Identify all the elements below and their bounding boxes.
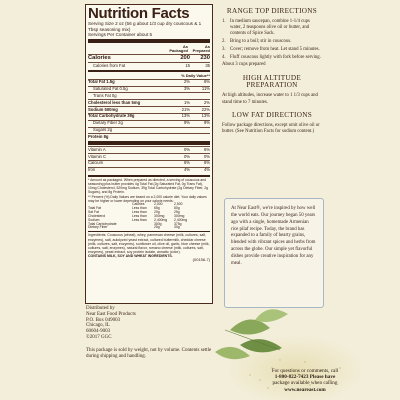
value-prepared: 11% [201, 86, 210, 92]
address-line: ©2017 GGC [86, 334, 112, 340]
dv-table-cell: 300mg [174, 213, 185, 218]
dv-table-cell: 300mg [154, 213, 165, 218]
value-packaged: 6% [183, 160, 190, 166]
nutrient-label: Trans Fat 0g [93, 92, 117, 98]
distributor-address [86, 306, 196, 341]
contact-info [250, 368, 360, 393]
address-line: 60604-9003 [86, 329, 111, 334]
value-prepared: 6% [203, 160, 210, 166]
nutrient-label: Sugars 2g [93, 127, 113, 133]
daily-value-table [88, 203, 210, 230]
address-line: P.O. Box 049003 [86, 317, 121, 323]
nutrient-label: Protein 8g [88, 133, 109, 139]
nutrition-facts-title: Nutrition Facts [88, 5, 190, 22]
nutrient-label: Vitamin C [88, 153, 107, 159]
product-code: (00156-7) [192, 257, 210, 263]
divider [88, 141, 210, 145]
servings-per-container: Servings Per Container about 5 [88, 32, 153, 37]
value-packaged: 15 [185, 62, 190, 68]
nutrient-label: Calcium [88, 160, 104, 166]
allergen-statement: CONTAINS MILK, SOY AND WHEAT INGREDIENTS. [88, 254, 173, 259]
nutrient-row [88, 106, 210, 113]
dv-table-cell: Less than [132, 217, 147, 222]
contact-line: package available when calling [272, 380, 338, 387]
value-packaged: 0% [183, 146, 190, 152]
brand-story: At Near East®, we're inspired by how well the world eats. Our journey began 50 years ago with a single, homemade Armenian rice pilaf recipe. Today, the brand has expanded to a family of hearty grains, blended with vibrant spices and herbs from across the globe. Our simple yet flavorful dishes provide creative inspiration for any meal. [224, 198, 324, 308]
dv-table-cell: 2,000 [154, 202, 163, 206]
dv-table-cell: Less than [132, 209, 147, 214]
dv-table-cell: Less than [132, 205, 147, 210]
contact-line: For questions or comments, call [271, 368, 339, 374]
dv-header: % Daily Value** [181, 73, 210, 79]
range-top-title: RANGE TOP DIRECTIONS [226, 7, 318, 15]
address-line: Near East Food Products [86, 311, 136, 317]
high-altitude-text: At high altitudes, increase water to 1 1/3 cups and stand time to 7 minutes. [222, 93, 318, 105]
column-headers [88, 44, 210, 54]
nutrient-row [88, 54, 210, 63]
range-top-steps [222, 19, 322, 61]
value-prepared: 9% [203, 120, 210, 126]
dv-table-cell: 2,500 [174, 202, 183, 206]
directions-column [222, 8, 322, 135]
value-packaged: 1% [183, 99, 190, 105]
dv-table-cell: 25g [174, 209, 180, 214]
dv-table-cell: 300g [154, 221, 162, 226]
nutrient-label: Saturated Fat 0.5g [93, 86, 128, 92]
nutrient-label: Total Carbohydrate 39g [88, 113, 135, 119]
nutrient-row [88, 99, 210, 106]
nutrient-row [88, 113, 210, 120]
value-prepared: 4% [203, 167, 210, 173]
nutrient-row [88, 167, 210, 174]
nutrient-label: Cholesterol less than 5mg [88, 99, 141, 105]
nutrient-row [88, 153, 210, 160]
dv-table-cell: 2,400mg [154, 217, 168, 222]
nutrient-row [88, 120, 210, 127]
value-packaged: 3% [183, 86, 190, 92]
divider [88, 175, 210, 177]
dv-table-cell: 30g [174, 225, 180, 230]
address-line: Distributed by [86, 306, 115, 311]
value-prepared: 35 [205, 62, 210, 68]
nutrient-row [88, 79, 210, 86]
value-packaged: 2% [183, 79, 190, 85]
high-altitude-title: HIGH ALTITUDE PREPARATION [242, 73, 302, 90]
value-packaged: 200 [180, 55, 190, 62]
contact-line: www.neareast.com [284, 386, 326, 393]
value-prepared: 0% [203, 153, 210, 159]
contact-line: 1-800-822-7423 Please have [274, 374, 336, 381]
value-prepared: 6% [203, 146, 210, 152]
settling-notice: This package is sold by weight, not by volume. Contents settle during shipping and handling. [86, 348, 212, 359]
nutrient-label: Calories from Fat [93, 62, 126, 68]
dv-table-cell: Total Fat [88, 205, 102, 210]
dv-table-cell: 25g [154, 225, 160, 230]
dv-table-cell: Sodium [88, 217, 100, 222]
nutrient-row [88, 127, 210, 134]
value-packaged: 13% [181, 113, 190, 119]
nutrient-label: Calories [88, 55, 111, 62]
dv-table-cell: Dietary Fiber [88, 225, 108, 230]
value-packaged: 9% [183, 120, 190, 126]
nutrient-label: Dietary Fiber 2g [93, 120, 123, 126]
low-fat-title: LOW FAT DIRECTIONS [231, 110, 313, 119]
nutrient-row [88, 160, 210, 167]
dv-table-cell [132, 226, 154, 230]
dv-table-cell: Calories [132, 202, 145, 206]
dv-table-cell: 2,400mg [174, 217, 188, 222]
nutrient-row [88, 146, 210, 153]
dv-table-cell: 80g [174, 205, 180, 210]
direction-step: 1. In medium saucepan, combine 1-1/4 cups water, 2 teaspoons olive oil or butter, and contents of Spice Sack. [222, 18, 310, 37]
nutrient-label: Iron [88, 167, 96, 173]
footnote-daily-values: ** Percent (%) Daily Values are based on a 2,000 calorie diet. Your daily values may be higher or lower depending on your calorie needs: [88, 194, 207, 203]
direction-step: 2. Bring to a boil; stir in couscous. [222, 39, 292, 45]
serving-size: Serving Size 2 oz (56 g about 1/3 cup dry couscous & 1 Tbsp seasoning mix) [88, 21, 202, 32]
divider [88, 39, 210, 43]
footnote-prepared: * Amount as packaged. When prepared as directed, a serving of couscous and seasoning plus butter provides 4g Total Fat (2g Saturated Fat, 0g Trans Fat), 10mg Cholesterol, 520mg Sodium, 39g Total Carbohydrate (2g Dietary Fiber, 2g Sugars), and 8g Protein. [88, 177, 208, 194]
nutrient-label: Sodium 500mg [88, 106, 118, 112]
yield: About 3 cups prepared [222, 62, 266, 68]
address-line: Chicago, IL [86, 323, 110, 329]
value-packaged: 4% [183, 167, 190, 173]
ingredients: Ingredients: Couscous (wheat), whey, parmesan cheese (milk, cultures, salt, enzymes), salt, autolyzed yeast extract, cultured buttermilk, cheddar cheese (milk, cultures, salt, enzymes), sunflower oil, olive oil, garlic, blue cheese (milk, cultures, salt, enzymes), natural flavor, romano cheese (milk, cultures, salt, enzymes), yeast extract, soy protein isolate, annatto (color). [88, 233, 210, 255]
dv-table-cell: Sat Fat [88, 209, 99, 214]
value-prepared: 2% [203, 99, 210, 105]
value-prepared: 6% [203, 79, 210, 85]
nutrition-facts-panel [85, 4, 213, 304]
nutrient-row [88, 62, 210, 69]
value-prepared: 230 [200, 55, 210, 62]
dv-table-cell: 20g [154, 209, 160, 214]
nutrient-row [88, 133, 210, 140]
nutrient-label: Total Fat 1.5g [88, 79, 115, 85]
dv-table-cell: 65g [154, 205, 160, 210]
direction-step: 4. Fluff couscous lightly with fork before serving. [222, 54, 321, 60]
nutrient-row [88, 86, 210, 93]
value-prepared: 13% [201, 113, 210, 119]
divider [88, 70, 210, 72]
value-packaged: 0% [183, 153, 190, 159]
dv-table-cell: Total Carbohydrate [88, 221, 117, 226]
value-prepared: 22% [201, 106, 210, 112]
dv-table-cell: Cholesterol [88, 213, 106, 218]
direction-step: 3. Cover; remove from heat. Let stand 5 minutes. [222, 46, 320, 52]
col-prepared: As Prepared [192, 43, 210, 54]
dv-table-cell: 375g [174, 221, 182, 226]
nutrient-row [88, 92, 210, 99]
nutrient-label: Vitamin A [88, 146, 106, 152]
value-packaged: 21% [181, 106, 190, 112]
col-packaged: As Packaged [169, 43, 188, 54]
dv-table-cell: Less than [132, 213, 147, 218]
low-fat-text: Follow package directions, except omit olive oil or butter. (See Nutrition Facts for sodium content.) [222, 122, 320, 135]
